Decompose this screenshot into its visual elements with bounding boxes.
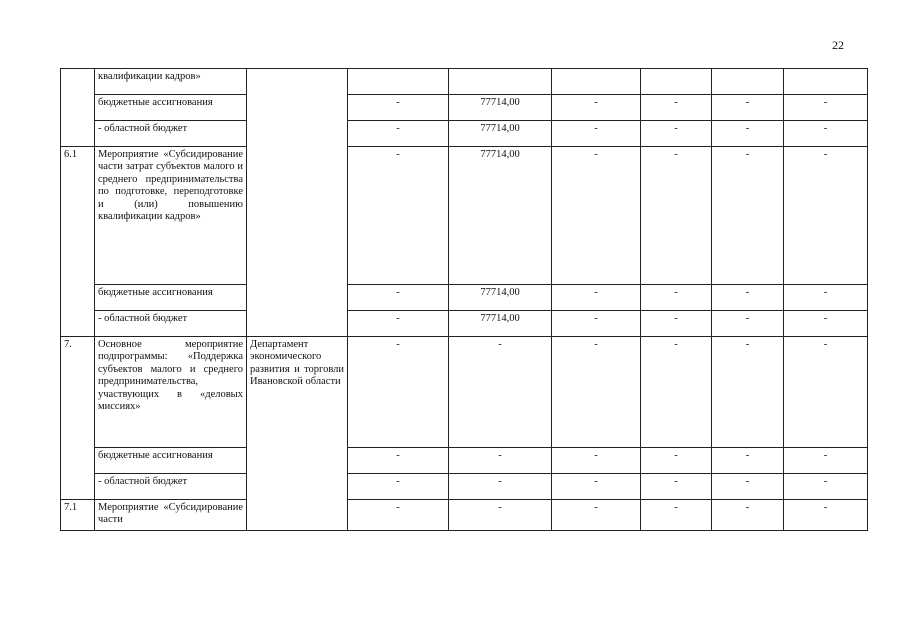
value-cell: 77714,00 (449, 285, 552, 311)
value-cell: - (712, 285, 784, 311)
value-cell: - (784, 311, 868, 337)
value-cell (449, 69, 552, 95)
value-cell: - (552, 121, 641, 147)
value-cell: - (712, 121, 784, 147)
table-row (61, 69, 868, 95)
row-description: бюджетные ассигнования (95, 95, 247, 121)
value-cell (552, 69, 641, 95)
value-cell: - (348, 285, 449, 311)
value-cell: - (449, 337, 552, 448)
value-cell: - (784, 500, 868, 531)
table-row (61, 95, 868, 121)
value-cell: - (641, 285, 712, 311)
table-row (61, 500, 868, 531)
table-row (61, 337, 868, 448)
value-cell: - (552, 474, 641, 500)
value-cell: - (641, 448, 712, 474)
row-description: Мероприятие «Субсидирование части (95, 500, 247, 531)
value-cell: - (784, 474, 868, 500)
value-cell (348, 69, 449, 95)
value-cell: - (784, 285, 868, 311)
value-cell: - (449, 448, 552, 474)
value-cell (784, 69, 868, 95)
value-cell: - (348, 500, 449, 531)
row-number (61, 69, 95, 147)
page-number: 22 (832, 38, 844, 52)
value-cell: - (348, 311, 449, 337)
row-description: - областной бюджет (95, 474, 247, 500)
row-number: 7.1 (61, 500, 95, 531)
value-cell: 77714,00 (449, 311, 552, 337)
value-cell: - (348, 95, 449, 121)
table-row (61, 285, 868, 311)
row-description: бюджетные ассигнования (95, 448, 247, 474)
value-cell: - (348, 448, 449, 474)
value-cell: - (552, 448, 641, 474)
value-cell: - (348, 337, 449, 448)
value-cell: 77714,00 (449, 147, 552, 285)
value-cell: 77714,00 (449, 121, 552, 147)
value-cell: - (449, 474, 552, 500)
row-executor (247, 69, 348, 337)
row-executor: Департамент экономического развития и торговли Ивановской области (247, 337, 348, 531)
value-cell: - (784, 337, 868, 448)
value-cell: - (712, 448, 784, 474)
value-cell: - (348, 121, 449, 147)
value-cell: - (348, 474, 449, 500)
row-description: квалификации кадров» (95, 69, 247, 95)
value-cell: - (784, 95, 868, 121)
value-cell: - (641, 337, 712, 448)
value-cell: - (552, 147, 641, 285)
value-cell: - (552, 285, 641, 311)
value-cell: - (712, 147, 784, 285)
row-number: 7. (61, 337, 95, 500)
value-cell: - (552, 95, 641, 121)
value-cell: 77714,00 (449, 95, 552, 121)
table-row (61, 474, 868, 500)
value-cell: - (712, 474, 784, 500)
budget-table (60, 68, 868, 531)
value-cell: - (641, 95, 712, 121)
row-description: - областной бюджет (95, 311, 247, 337)
row-number: 6.1 (61, 147, 95, 337)
value-cell: - (712, 311, 784, 337)
value-cell: - (449, 500, 552, 531)
value-cell (641, 69, 712, 95)
value-cell: - (552, 337, 641, 448)
value-cell: - (552, 311, 641, 337)
value-cell: - (784, 121, 868, 147)
row-description: бюджетные ассигнования (95, 285, 247, 311)
value-cell: - (641, 500, 712, 531)
value-cell: - (552, 500, 641, 531)
value-cell: - (641, 147, 712, 285)
value-cell: - (712, 95, 784, 121)
row-description: - областной бюджет (95, 121, 247, 147)
table-row (61, 121, 868, 147)
value-cell (712, 69, 784, 95)
row-description: Мероприятие «Субсидирование части затрат субъектов малого и среднего предпринимательства по подготовке, переподготовке и (или) повышению квалификации кадров» (95, 147, 247, 285)
row-description: Основное мероприятие подпрограммы: «Поддержка субъектов малого и среднего предпринимательства, участвующих в «деловых миссиях» (95, 337, 247, 448)
value-cell: - (712, 337, 784, 448)
table-row (61, 448, 868, 474)
value-cell: - (641, 311, 712, 337)
value-cell: - (641, 474, 712, 500)
value-cell: - (641, 121, 712, 147)
table-row (61, 147, 868, 285)
value-cell: - (784, 147, 868, 285)
value-cell: - (784, 448, 868, 474)
table-row (61, 311, 868, 337)
value-cell: - (348, 147, 449, 285)
value-cell: - (712, 500, 784, 531)
